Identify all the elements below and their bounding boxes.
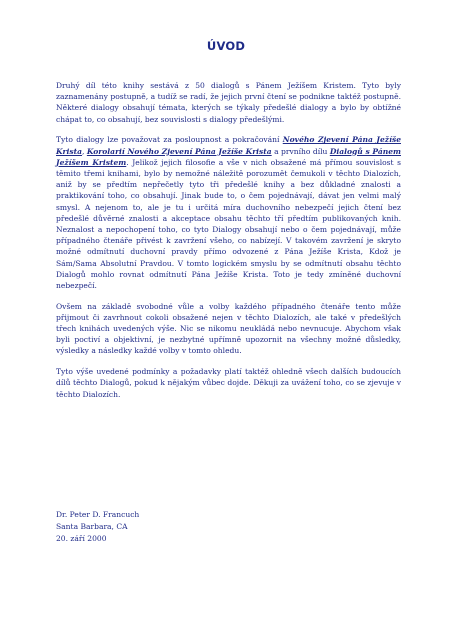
paragraph-3: Ovšem na základě svobodné vůle a volby každého případného čtenáře tento může přijmout či zavrhnout cokoli obsažené nejen v těchto Dialozích, ale také v předešlých třech knihách uvedených výše. Nic se nikomu neukládá nebo nevnucuje. Abychom však byli poctiví a objektivní, je nezbytné upřímně upozornit na všechny možné důsledky, výsledky a následky každé volby v tomto ohledu. (56, 301, 401, 356)
signature-date: 20. září 2000 (56, 534, 107, 543)
book-reference-dialogues: Dialogů s Pánem Ježíšem Kristem (56, 146, 401, 167)
document-body (56, 80, 401, 409)
signature-block (56, 509, 356, 545)
book-reference-corollaries: Korolarií Nového Zjevení Pána Ježíše Krista (86, 146, 272, 156)
paragraph-1: Druhý díl této knihy sestává z 50 dialogů s Pánem Ježíšem Kristem. Tyto byly zaznamenány postupně, a tudíž se radí, že jejich první čtení se podnikne taktéž postupně. Některé dialogy obsahují témata, kterých se týkaly předešlé dialogy a bylo by obtížné chápat to, co obsahují, bez souvislosti s dialogy předešlými. (56, 81, 401, 124)
paragraph-2-text-4: . Jelikož jejich filosofie a vše v nich obsažené má přímou souvislost s těmito třemi knihami, bylo by nemožné náležitě porozumět čemukoli v těchto Dialozích, aniž by se předtím nepřečetly tyto tři předešlé knihy a bez důkladné znalosti a praktikování toho, co obsahují. Jinak bude to, o čem pojednávají, dávat jen velmi malý smysl. A nejenom to, ale je tu i určitá míra duchovního nebezpečí jejich čtení bez předešlé důvěrné znalosti a akceptace obsahu těchto tří předtím publikovaných knih. Neznalost a nepochopení toho, co tyto Dialogy obsahují nebo o čem pojednávají, může případného čtenáře přivést k zavržení všeho, co nabízejí. V takovém zavržení je skryto možné odmítnutí duchovní pravdy přímo odvozené z Pána Ježíše Krista, Kdož je Sám/Sama Absolutní Pravdou. V tomto logickém smyslu by se odmítnutí obsahu těchto Dialogů mohlo rovnat odmítnutí Pána Ježíše Krista. Toto je tedy zmíněné duchovní nebezpečí. (56, 157, 401, 290)
author-name: Dr. Peter D. Francuch (56, 510, 140, 519)
book-reference-new-revelation: Nového Zjevení Pána Ježíše Krista (56, 135, 401, 156)
paragraph-2-text-1: Tyto dialogy lze považovat za posloupnost a pokračování (56, 135, 283, 145)
paragraph-2-text-3: a prvního dílu (271, 146, 330, 156)
page-title: ÚVOD (206, 39, 246, 53)
paragraph-2 (56, 134, 401, 291)
paragraph-4: Tyto výše uvedené podmínky a požadavky platí taktéž ohledně všech dalších budoucích dílů těchto Dialogů, pokud k nějakým vůbec dojde. Děkuji za uvážení toho, co se zjevuje v těchto Dialozích. (56, 367, 401, 399)
author-place: Santa Barbara, CA (56, 522, 128, 531)
paragraph-2-text-2: , (82, 146, 87, 156)
